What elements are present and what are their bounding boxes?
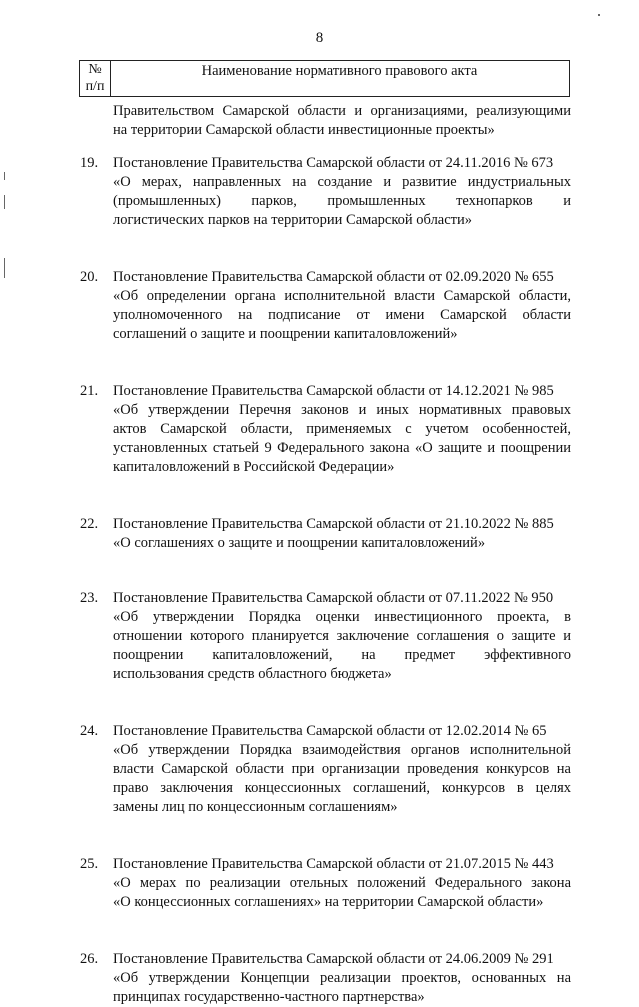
header-title-column: Наименование нормативного правового акта <box>201 63 478 79</box>
text-line: использования средств областного бюджета» <box>113 666 392 682</box>
list-item <box>80 268 571 344</box>
text-line: поощрении капиталовложений, на предмет эффективного <box>113 647 571 663</box>
item-number: 21. <box>80 383 99 399</box>
text-line: капиталовложений в Российской Федерации» <box>113 459 395 475</box>
text-line: установленных статьей 9 Федерального закона «О защите и поощрении <box>113 440 571 456</box>
item-text <box>113 722 571 817</box>
text-line: власти Самарской области при организации проведения конкурсов на <box>113 761 571 777</box>
item-number: 25. <box>80 856 99 872</box>
list-item <box>80 950 571 1007</box>
text-line: «Об утверждении Порядка оценки инвестиционного проекта, в <box>113 609 571 625</box>
text-line: «О мерах по реализации отельных положений Федерального закона <box>113 875 571 891</box>
header-number-sign: № <box>88 62 102 77</box>
text-line: Постановление Правительства Самарской области от 14.12.2021 № 985 <box>113 383 554 399</box>
text-line: «Об утверждении Перечня законов и иных нормативных правовых <box>113 402 571 418</box>
list-item <box>80 589 571 684</box>
list-item <box>80 855 571 912</box>
item-number: 20. <box>80 269 99 285</box>
header-number-abbrev: п/п <box>85 79 105 94</box>
item-number: 22. <box>80 516 99 532</box>
list-item <box>80 722 571 817</box>
list-item <box>80 382 571 477</box>
text-line: Постановление Правительства Самарской области от 24.06.2009 № 291 <box>113 951 554 967</box>
text-line: актов Самарской области, применяемых с учетом особенностей, <box>113 421 571 437</box>
item-text <box>113 855 571 912</box>
header-number-column <box>80 61 111 96</box>
text-line: Постановление Правительства Самарской области от 21.07.2015 № 443 <box>113 856 554 872</box>
scan-mark <box>4 195 5 209</box>
item-number: 26. <box>80 951 99 967</box>
page-number: 8 <box>315 30 324 46</box>
text-line: «Об определении органа исполнительной власти Самарской области, <box>113 288 571 304</box>
table-header <box>79 60 570 97</box>
text-line: Постановление Правительства Самарской области от 12.02.2014 № 65 <box>113 723 547 739</box>
text-line: «О соглашениях о защите и поощрении капиталовложений» <box>113 535 486 551</box>
text-line: «О мерах, направленных на создание и развитие индустриальных <box>113 174 571 190</box>
text-line: Правительством Самарской области и организациями, реализующими <box>113 103 571 119</box>
text-line: логистических парков на территории Самарской области» <box>113 212 473 228</box>
item-text <box>113 154 571 230</box>
text-line: принципах государственно-частного партнерства» <box>113 989 425 1005</box>
item-number: 24. <box>80 723 99 739</box>
text-line: Постановление Правительства Самарской области от 07.11.2022 № 950 <box>113 590 554 606</box>
text-line: Постановление Правительства Самарской области от 02.09.2020 № 655 <box>113 269 554 285</box>
text-line: Постановление Правительства Самарской области от 21.10.2022 № 885 <box>113 516 554 532</box>
text-line: уполномоченного на подписание от имени Самарской области <box>113 307 571 323</box>
list-item <box>80 154 571 230</box>
text-line: замены лиц по концессионным соглашениям» <box>113 799 398 815</box>
text-line: право заключения концессионных соглашений, конкурсов в целях <box>113 780 571 796</box>
item-number: 19. <box>80 155 99 171</box>
scan-mark <box>4 172 5 180</box>
item-text <box>113 950 571 1007</box>
item-number: 23. <box>80 590 99 606</box>
text-line: «О концессионных соглашениях» на территории Самарской области» <box>113 894 544 910</box>
item-text <box>113 382 571 477</box>
item-text <box>113 515 571 553</box>
scan-mark <box>4 258 5 278</box>
text-line: соглашений о защите и поощрении капиталовложений» <box>113 326 458 342</box>
text-line: отношении которого планируется заключение соглашения о защите и <box>113 628 571 644</box>
text-line: (промышленных) парков, промышленных технопарков и <box>113 193 571 209</box>
text-line: «Об утверждении Концепции реализации проектов, основанных на <box>113 970 571 986</box>
list-item <box>80 515 571 553</box>
item-text <box>113 268 571 344</box>
continued-text <box>113 102 571 140</box>
acts-list <box>80 154 571 1007</box>
text-line: на территории Самарской области инвестиционные проекты» <box>113 122 495 138</box>
item-text <box>113 589 571 684</box>
scan-mark <box>598 14 600 16</box>
text-line: «Об утверждении Порядка взаимодействия органов исполнительной <box>113 742 571 758</box>
text-line: Постановление Правительства Самарской области от 24.11.2016 № 673 <box>113 155 554 171</box>
